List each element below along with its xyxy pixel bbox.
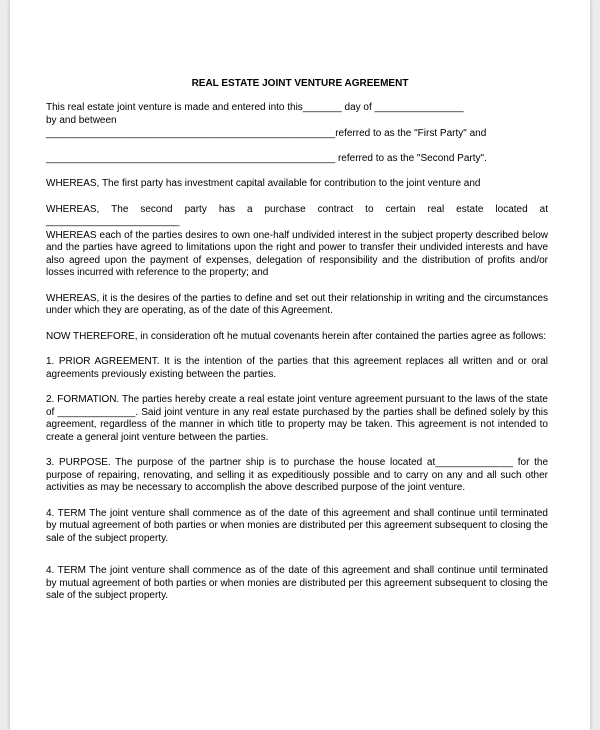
- document-body: [46, 102, 548, 603]
- whereas-relationship: WHEREAS, it is the desires of the parties to define and set out their relationship in writing and the circumstances under which they are operating, as of the date of this Agreement.: [46, 292, 548, 316]
- whereas-first-party: WHEREAS, The first party has investment capital available for contribution to the joint venture and: [46, 178, 481, 189]
- intro-line-second-party: ____________________________________________________ referred to as the "Second Party".: [46, 152, 487, 164]
- clause-purpose: 3. PURPOSE. The purpose of the partner ship is to purchase the house located at______________ for the purpose of repairing, renovating, and selling it as expeditiously possible and to carry on any and all such other activities as may be necessary to accomplish the above described purpose of the joint venture.: [46, 457, 548, 493]
- intro-line-first-party: ____________________________________________________referred to as the "First Party" and: [46, 128, 487, 139]
- whereas-undivided-interest: WHEREAS each of the parties desires to own one-half undivided interest in the subject property described below and the parties have agreed to limitations upon the right and power to transfer their undivided interests and have also agreed upon the payment of expenses, delegation of responsibility and the distribution of profits and/or losses incurred with reference to the property; and: [46, 229, 548, 278]
- document-title: REAL ESTATE JOINT VENTURE AGREEMENT: [191, 78, 409, 89]
- clause-term: 4. TERM The joint venture shall commence as of the date of this agreement and shall continue until terminated by mutual agreement of both parties or when monies are distributed per this agreement subsequent to closing the sale of the subject property.: [46, 507, 548, 544]
- clause-prior-agreement: 1. PRIOR AGREEMENT. It is the intention of the parties that this agreement replaces all written and or oral agreements previously existing between the parties.: [46, 356, 548, 380]
- now-therefore: NOW THEREFORE, in consideration oft he mutual covenants herein after contained the parties agree as follows:: [46, 330, 547, 342]
- whereas-second-party-blank: ________________________: [46, 216, 180, 227]
- intro-line-date: This real estate joint venture is made and entered into this_______ day of ________________: [46, 102, 464, 113]
- intro-line-between: by and between: [46, 114, 117, 126]
- document-page: [10, 0, 590, 730]
- clause-formation: 2. FORMATION. The parties hereby create a real estate joint venture agreement pursuant to the laws of the state of ______________. Said joint venture in any real estate purchased by the parties shall be defined solely by this agreement, regardless of the manner in which title to property may be taken. This agreement is not intended to create a general joint venture between the parties.: [46, 394, 548, 443]
- whereas-second-party: WHEREAS, The second party has a purchase contract to certain real estate located at: [46, 203, 548, 215]
- clause-term-repeat: 4. TERM The joint venture shall commence as of the date of this agreement and shall continue until terminated by mutual agreement of both parties or when monies are distributed per this agreement subsequent to closing the sale of the subject property.: [46, 565, 548, 601]
